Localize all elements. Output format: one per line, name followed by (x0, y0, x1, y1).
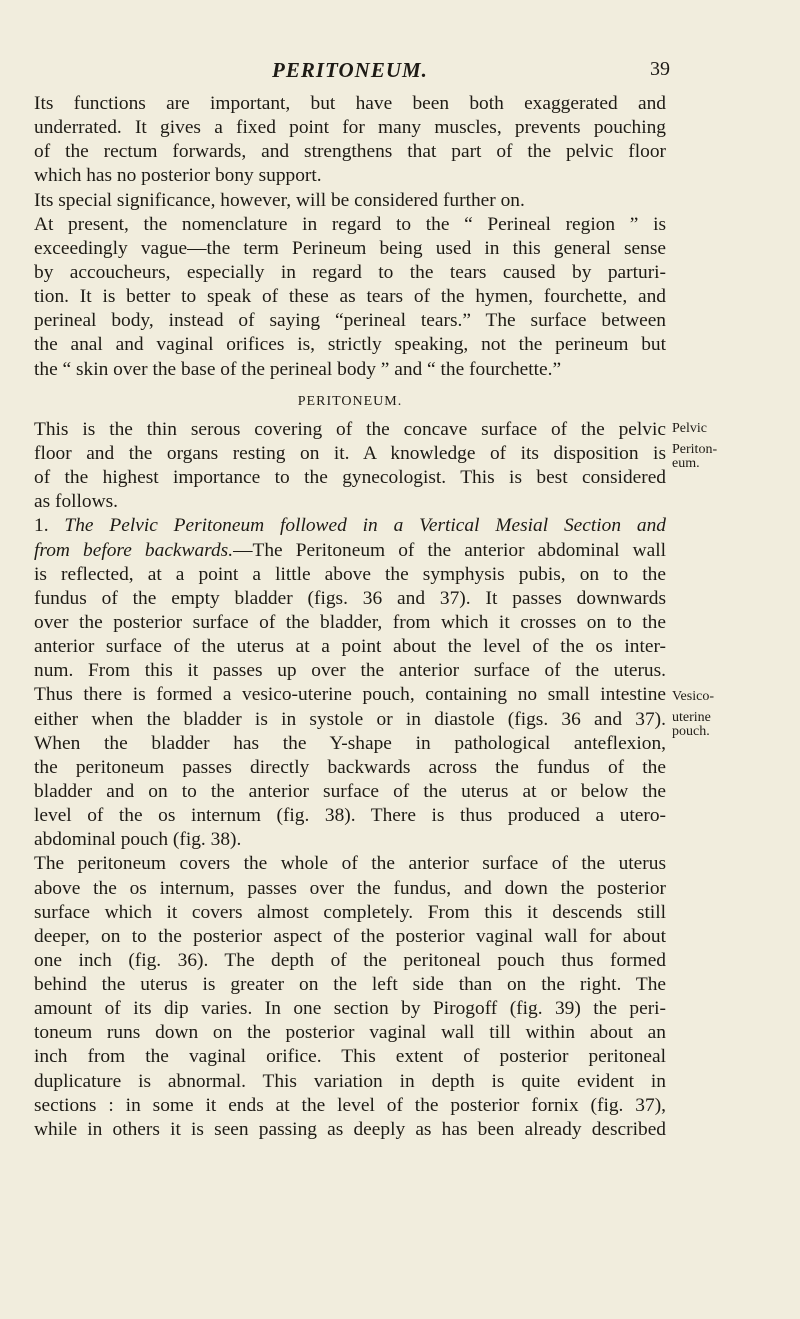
text-line: the anal and vaginal orifices is, strictly speaking, not the perineum but (34, 334, 666, 356)
text-line: bladder and on to the anterior surface of the uterus at or below the (34, 780, 666, 802)
margin-note-vesico-uterine-pouch (672, 690, 714, 739)
text-line: over the posterior surface of the bladder, from which it crosses on to the (34, 611, 666, 633)
text-line: When the bladder has the Y-shape in pathological anteflexion, (34, 732, 666, 754)
text-line: perineal body, instead of saying “perineal tears.” The surface between (34, 310, 666, 332)
text-line: above the os internum, passes over the fundus, and down the posterior (34, 877, 666, 899)
text-line: inch from the vaginal orifice. This extent of posterior peritoneal (34, 1046, 666, 1068)
text-line: Thus there is formed a vesico-uterine pouch, containing no small intestine (34, 684, 666, 706)
text-line: the peritoneum passes directly backwards across the fundus of the (34, 756, 666, 778)
page-header (30, 58, 670, 88)
running-head: PERITONEUM. (272, 58, 428, 82)
margin-note-line: uterine (672, 710, 711, 726)
text-line: the “ skin over the base of the perineal body ” and “ the fourchette.” (34, 358, 562, 380)
margin-note-line: Vesico- (672, 689, 714, 705)
text-line: behind the uterus is greater on the left side than on the right. The (34, 974, 666, 996)
list-number: 1. (34, 515, 49, 537)
text-line: amount of its dip varies. In one section by Pirogoff (fig. 39) the peri- (34, 998, 666, 1020)
text-line: which has no posterior bony support. (34, 165, 322, 187)
text-line: of the rectum forwards, and strengthens that part of the pelvic floor (34, 141, 666, 163)
italic-title: from before backwards. (34, 539, 234, 561)
text-line: This is the thin serous covering of the concave surface of the pelvic (34, 418, 666, 440)
text-line: by accoucheurs, especially in regard to the tears caused by parturi- (34, 261, 666, 283)
text-line: duplicature is abnormal. This variation in depth is quite evident in (34, 1070, 666, 1092)
text-line: toneum runs down on the posterior vaginal wall till within about an (34, 1022, 666, 1044)
text-line: is reflected, at a point a little above the symphysis pubis, on to the (34, 563, 666, 585)
text-line: anterior surface of the uterus at a point about the level of the os inter- (34, 636, 666, 658)
text-line: of the highest importance to the gynecologist. This is best considered (34, 467, 666, 489)
text-line: The peritoneum covers the whole of the anterior surface of the uterus (34, 853, 666, 875)
text-line: while in others it is seen passing as deeply as has been already described (34, 1118, 666, 1140)
text-line (34, 514, 666, 538)
text-line: Its functions are important, but have been both exaggerated and (34, 93, 666, 114)
text-line: exceedingly vague—the term Perineum being used in this general sense (34, 237, 666, 259)
margin-note-line: Periton- (672, 441, 718, 457)
paragraph (34, 189, 666, 213)
text-run: —The Peritoneum of the anterior abdominal wall (233, 539, 666, 561)
text-line: fundus of the empty bladder (figs. 36 and 37). It passes downwards (34, 587, 666, 609)
text-line (34, 539, 666, 563)
margin-note-line: eum. (672, 455, 700, 471)
text-line: sections : in some it ends at the level of the posterior fornix (fig. 37), (34, 1094, 666, 1116)
italic-title: The Pelvic Peritoneum followed in a Vertical Mesial Section and (64, 515, 666, 537)
text-line: one inch (fig. 36). The depth of the peritoneal pouch thus formed (34, 949, 666, 971)
text-line: Its special significance, however, will be considered further on. (34, 189, 525, 211)
paragraph (34, 418, 718, 515)
section-heading: PERITONEUM. (297, 393, 403, 409)
paragraph (34, 92, 666, 189)
paragraph (34, 852, 666, 1142)
text-line: num. From this it passes up over the anterior surface of the uterus. (34, 660, 666, 682)
body-text (34, 92, 718, 1142)
text-line: At present, the nomenclature in regard to the “ Perineal region ” is (34, 213, 666, 235)
text-line: either when the bladder is in systole or in diastole (figs. 36 and 37). (34, 708, 666, 730)
margin-note-line: pouch. (672, 724, 710, 740)
text-line: surface which it covers almost completely. From this it descends still (34, 901, 666, 923)
paragraph (34, 213, 666, 382)
margin-note-line: Pelvic (672, 420, 707, 436)
paragraph (34, 514, 714, 852)
text-line: tion. It is better to speak of these as tears of the hymen, fourchette, and (34, 286, 666, 308)
text-line: as follows. (34, 491, 119, 513)
text-line: abdominal pouch (fig. 38). (34, 829, 242, 851)
text-line: floor and the organs resting on it. A knowledge of its disposition is (34, 442, 666, 464)
text-line: deeper, on to the posterior aspect of the posterior vaginal wall for about (34, 925, 666, 947)
margin-note-pelvic-peritoneum (672, 422, 717, 471)
text-line: level of the os internum (fig. 38). There is thus produced a utero- (34, 805, 666, 827)
text-line: underrated. It gives a fixed point for many muscles, prevents pouching (34, 117, 666, 139)
page-number: 39 (650, 58, 670, 80)
